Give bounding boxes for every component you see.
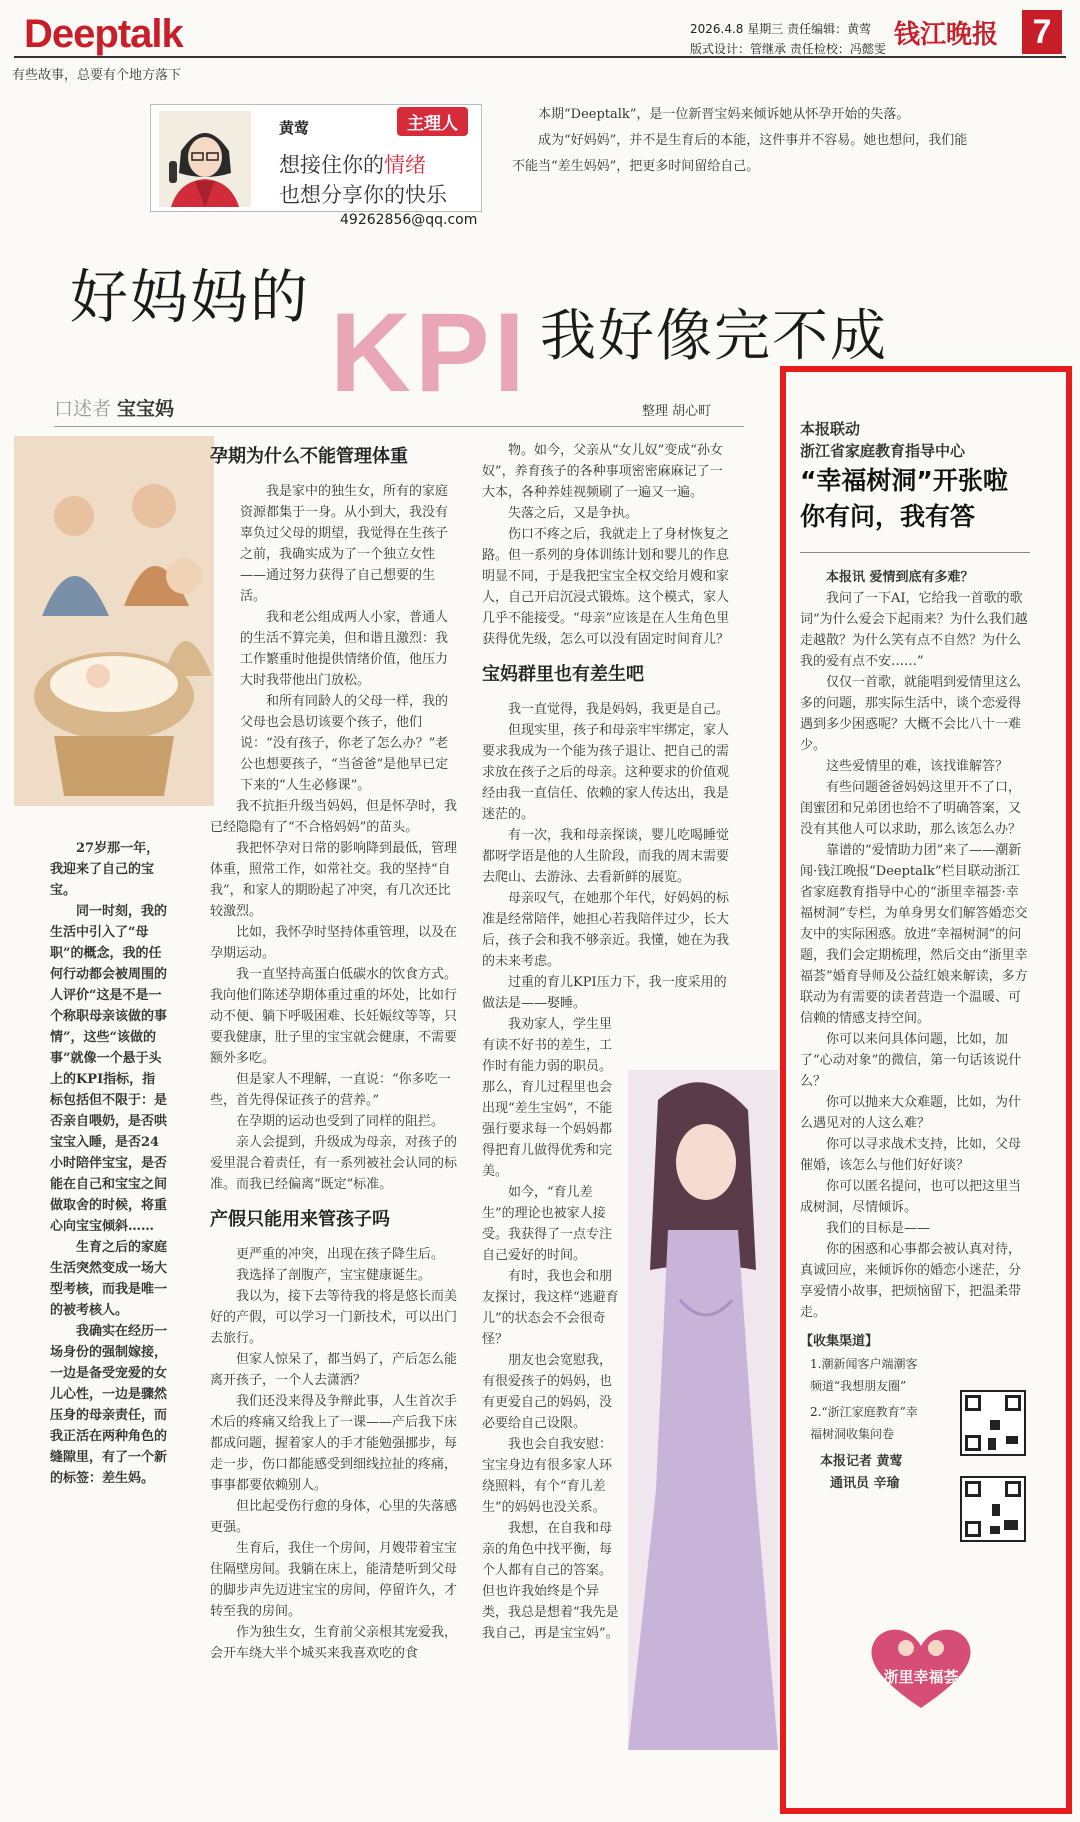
layout-credit: 版式设计：管继承 责任检校：冯懿雯 bbox=[690, 42, 886, 56]
narrator-name: 宝宝妈 bbox=[117, 398, 175, 420]
col-b-para: 生育后，我住一个房间，月嫂带着宝宝住隔壁房间。我躺在床上，能清楚听到父母的脚步声先迈进宝宝的房间，停留许久，才转至我的房间。 bbox=[210, 1541, 458, 1619]
masthead bbox=[14, 8, 1066, 58]
deeptalk-logo: Deeptalk bbox=[24, 12, 183, 56]
host-slogan-prefix: 想接住你的 bbox=[279, 153, 384, 177]
sidebar-rule bbox=[800, 552, 1030, 553]
host-card bbox=[150, 104, 482, 212]
family-with-baby-icon bbox=[14, 436, 214, 806]
sidebar-kicker-1: 本报联动 bbox=[800, 420, 861, 438]
host-slogan-line2: 也想分享你的快乐 bbox=[279, 183, 447, 207]
intro-text bbox=[512, 102, 972, 180]
collection-channels bbox=[800, 1331, 926, 1445]
col-a-para: 我确实在经历一场身份的强制嫁接，一边是备受宠爱的女儿心性，一边是骤然压身的母亲责任，而我正活在两种角色的缝隙里，有了一个新的标签：差生妈。 bbox=[50, 1324, 168, 1486]
qr-code-2[interactable] bbox=[960, 1476, 1026, 1542]
page-number: 7 bbox=[1022, 10, 1062, 54]
host-email[interactable]: 49262856@qq.com bbox=[340, 212, 478, 228]
subheading-weight: 孕期为什么不能管理体重 bbox=[210, 446, 408, 467]
channel-1[interactable]: 1.潮新闻客户端潮客频道“我想朋友圈” bbox=[810, 1357, 918, 1393]
col-c-para: 我一直觉得，我是妈妈，我更是自己。 bbox=[508, 702, 730, 717]
sidebar-para: 本报讯 爱情到底有多难？ bbox=[826, 570, 974, 585]
sidebar-para: 仅仅一首歌，就能唱到爱情里这么多的问题，那实际生活中，谈个恋爱得遇到多少困惑呢？大概不会比八十一难少。 bbox=[800, 675, 1022, 753]
correspondent-credit: 通讯员 辛瑜 bbox=[830, 1476, 900, 1491]
col-b-para: 我以为，接下去等待我的将是悠长而美好的产假，可以学习一门新技术，可以出门去旅行。 bbox=[210, 1289, 458, 1346]
reporter-credit: 本报记者 黄莺 bbox=[820, 1454, 903, 1469]
col-c-para: 母亲叹气，在她那个年代，好妈妈的标准是经常陪伴，她担心若我陪伴过少，长大后，孩子会和我不够亲近。我懂，她在为我的未来考虑。 bbox=[482, 891, 730, 969]
col-b-para: 我和老公组成两人小家，普通人的生活不算完美，但和谐且激烈：我工作繁重时他提供情绪价值，他压力大时我带他出门放松。 bbox=[240, 610, 449, 688]
sidebar-title-1: “幸福树洞”开张啦 bbox=[800, 466, 1008, 495]
sidebar-para: 我问了一下AI，它给我一首歌的歌词“为什么爱会下起雨来？为什么我们越走越散？为什么笑有点不自然？为什么我的爱有点不安……” bbox=[800, 591, 1028, 669]
subheading-maternity-leave: 产假只能用来管孩子吗 bbox=[210, 1209, 390, 1230]
col-b-para: 在孕期的运动也受到了同样的阻拦。 bbox=[236, 1114, 445, 1129]
sad-mother-icon bbox=[628, 1070, 778, 1750]
sidebar-para: 你可以寻求战术支持，比如，父母催婚，该怎么与他们好好谈？ bbox=[800, 1137, 1022, 1173]
column-a bbox=[50, 838, 168, 1489]
col-c-para: 有时，我也会和朋友探讨，我这样“逃避育儿”的状态会不会很奇怪？ bbox=[482, 1269, 619, 1347]
happiness-heart-logo bbox=[866, 1618, 976, 1710]
col-c-para: 我想，在自我和母亲的角色中找平衡，每个人都有自己的答案。但也许我始终是个异类，我总是想着“我先是我自己，再是宝宝妈”。 bbox=[482, 1521, 619, 1641]
sidebar-para: 靠谱的“爱情助力团”来了——潮新闻·钱江晚报“Deeptalk”栏目联动浙江省家庭教育指导中心的“浙里幸福荟·幸福树洞”专栏，为单身男女们解答婚恋交友中的实际困惑。放进“幸福树洞”的问题，我们会定期梳理，然后交由“浙里幸福荟”婚育导师及公益红娘来解读，多方联动为有需要的读者营造一个温暖、可信赖的情感支持空间。 bbox=[800, 843, 1028, 1026]
sidebar-title-2: 你有问，我有答 bbox=[800, 502, 976, 531]
sidebar-kicker-2: 浙江省家庭教育指导中心 bbox=[800, 442, 966, 460]
intro-para-2: 成为“好妈妈”，并不是生育后的本能，这件事并不容易。她也想问，我们能不能当“差生妈妈”，把更多时间留给自己。 bbox=[512, 133, 968, 174]
sidebar-para: 你的困惑和心事都会被认真对待，真诚回应，来倾诉你的婚恋小迷茫，分享爱情小故事，把烦恼留下，把温柔带走。 bbox=[800, 1242, 1022, 1320]
col-b-para: 和所有同龄人的父母一样，我的父母也会恳切该要个孩子，他们说：“没有孩子，你老了怎么办？”老公也想要孩子，“当爸爸”是他早已定下来的“人生必修课”。 bbox=[240, 694, 449, 793]
sidebar-para: 有些问题爸爸妈妈这里开不了口，闺蜜团和兄弟团也给不了明确答案，又没有其他人可以求助，那么该怎么办？ bbox=[800, 780, 1022, 837]
narrator-label: 口述者 bbox=[54, 398, 112, 420]
channel-2[interactable]: 2.“浙江家庭教育”幸福树洞收集问卷 bbox=[810, 1405, 918, 1441]
col-c-para: 我劝家人，学生里有读不好书的差生，工作时有能力弱的职员。那么，育儿过程里也会出现“差生宝妈”，不能强行要求每一个妈妈都得把育儿做得优秀和完美。 bbox=[482, 1017, 613, 1179]
host-name: 黄莺 bbox=[279, 119, 310, 137]
headline-left: 好妈妈的 bbox=[70, 263, 311, 331]
col-c-para: 过重的育儿KPI压力下，我一度采用的做法是——娶睡。 bbox=[482, 975, 727, 1011]
intro-para-1: 本期“Deeptalk”，是一位新晋宝妈来倾诉她从怀孕开始的失落。 bbox=[538, 107, 910, 122]
col-b-para: 作为独生女，生育前父亲根其宠爱我，会开车绕大半个城买来我喜欢吃的食 bbox=[210, 1625, 458, 1661]
col-a-para: 生育之后的家庭生活突然变成一场大型考核，而我是唯一的被考核人。 bbox=[50, 1240, 168, 1318]
col-b-para: 但比起受伤行愈的身体，心里的失落感更强。 bbox=[210, 1499, 458, 1535]
col-b-para: 比如，我怀孕时坚持体重管理，以及在孕期运动。 bbox=[210, 925, 458, 961]
editor-credit: 整理 胡心町 bbox=[642, 404, 712, 419]
col-b-para: 我是家中的独生女，所有的家庭资源都集于一身。从小到大，我没有辜负过父母的期望，我觉得在生孩子之前，我确实成为了一个独立女性——通过努力获得了自己想要的生活。 bbox=[240, 484, 449, 604]
col-b-para: 但是家人不理解，一直说：“你多吃一些，首先得保证孩子的营养。” bbox=[210, 1072, 451, 1108]
col-b-para: 我们还没来得及争辩此事，人生首次手术后的疼痛又给我上了一课——产后我下床都成问题，握着家人的手才能勉强挪步，每走一步，伤口都能感受到细线拉扯的疼痛，事事都要依赖别人。 bbox=[210, 1394, 458, 1493]
narrator-line bbox=[54, 394, 174, 421]
col-b-para: 但家人惊呆了，都当妈了，产后怎么能离开孩子，一个人去潇洒？ bbox=[210, 1352, 458, 1388]
qr-code-1[interactable] bbox=[960, 1390, 1026, 1456]
subheading-bad-student-mom: 宝妈群里也有差生吧 bbox=[482, 664, 644, 685]
byline-rule bbox=[54, 426, 744, 427]
col-b-para: 亲人会提到，升级成为母亲，对孩子的爱里混合着责任，有一系列被社会认同的标准。而我已经偏离“既定”标准。 bbox=[210, 1135, 458, 1192]
host-portrait-icon bbox=[159, 111, 251, 207]
col-c-para: 物。如今，父亲从“女儿奴”变成“孙女奴”，养育孩子的各种事项密密麻麻记了一大本，各种养娃视频刷了一遍又一遍。 bbox=[482, 443, 723, 500]
brand-label: 浙里幸福荟 bbox=[883, 1668, 959, 1686]
col-b-para: 更严重的冲突，出现在孩子降生后。 bbox=[236, 1247, 445, 1262]
col-b-para: 我一直坚持高蛋白低碳水的饮食方式。我向他们陈述孕期体重过重的坏处，比如行动不便、躺下呼吸困难、长妊娠纹等等，只要我健康，肚子里的宝宝就会健康，不需要额外多吃。 bbox=[210, 967, 458, 1066]
dateline: 2026.4.8 星期三 责任编辑：黄莺 bbox=[690, 22, 872, 36]
col-c-para: 朋友也会宽慰我，有很爱孩子的妈妈，也有更爱自己的妈妈，没必要给自己设限。 bbox=[482, 1353, 613, 1431]
mother-illustration bbox=[628, 1070, 778, 1750]
sidebar-para: 你可以匿名提问，也可以把这里当成树洞，尽情倾诉。 bbox=[800, 1179, 1022, 1215]
col-c-para: 失落之后，又是争执。 bbox=[508, 506, 639, 521]
host-slogan-highlight: 情绪 bbox=[384, 153, 426, 177]
col-b-para: 我选择了剖腹产，宝宝健康诞生。 bbox=[236, 1268, 432, 1283]
host-avatar bbox=[159, 111, 251, 207]
sidebar-para: 你可以来问具体问题，比如，加了“心动对象”的微信，第一句话该说什么？ bbox=[800, 1032, 1022, 1089]
col-c-para: 但现实里，孩子和母亲牢牢绑定，家人要求我成为一个能为孩子退让、把自己的需求放在孩子之后的母亲。这种要求的价值观经由我一直信任、依赖的家人传达出，我是迷茫的。 bbox=[482, 723, 730, 822]
col-c-para: 我也会自我安慰：宝宝身边有很多家人环绕照料，有个“育儿差生”的妈妈也没关系。 bbox=[482, 1437, 613, 1515]
sidebar-article bbox=[800, 418, 1030, 1495]
col-b-section-1 bbox=[210, 481, 460, 796]
column-b bbox=[210, 440, 460, 1664]
col-b-para: 我不抗拒升级当妈妈，但是怀孕时，我已经隐隐有了“不合格妈妈”的苗头。 bbox=[210, 799, 458, 835]
family-illustration bbox=[14, 436, 214, 806]
host-badge: 主理人 bbox=[397, 107, 468, 136]
host-slogan-line1 bbox=[279, 149, 426, 179]
col-c-para: 伤口不疼之后，我就走上了身材恢复之路。但一系列的身体训练计划和婴儿的作息明显不同，于是我把宝宝全权交给月嫂和家人，自己开启沉浸式锻炼。这个模式，家人几乎不能接受。“母亲”应该是在人生角色里获得优先级，怎么可以没有固定时间育儿？ bbox=[482, 527, 730, 647]
col-a-para: 同一时刻，我的生活中引入了“母职”的概念，我的任何行动都会被周围的人评价“这是不是一个称职母亲该做的事情”，这些“该做的事”就像一个悬于头上的KPI指标，指标包括但不限于：是否亲自喂奶，是否哄宝宝入睡，是否24小时陪伴宝宝，是否能在自己和宝宝之间做取舍的时候，将重心向宝宝倾斜…… bbox=[50, 904, 168, 1234]
col-c-para: 如今，“育儿差生”的理论也被家人接受。我获得了一点专注自己爱好的时间。 bbox=[482, 1185, 613, 1263]
col-c-para: 有一次，我和母亲探谈，婴儿吃喝睡觉都呀学语是他的人生阶段，而我的周末需要去爬山、去游泳、去看新鲜的展览。 bbox=[482, 828, 730, 885]
col-a-para: 27岁那一年，我迎来了自己的宝宝。 bbox=[50, 841, 160, 898]
sidebar-para: 我们的目标是—— bbox=[826, 1221, 931, 1236]
col-b-para: 我把怀孕对日常的影响降到最低，管理体重，照常工作，如常社交。我的坚持“自我”，和家人的期盼起了冲突，有几次还比较激烈。 bbox=[210, 841, 458, 919]
headline-right: 我好像完不成 bbox=[540, 304, 888, 369]
channels-title: 【收集渠道】 bbox=[800, 1334, 879, 1349]
headline-kpi: KPI bbox=[330, 290, 529, 415]
sidebar-para: 你可以抛来大众难题，比如，为什么遇见对的人这么难？ bbox=[800, 1095, 1022, 1131]
tagline: 有些故事，总要有个地方落下 bbox=[12, 68, 182, 83]
col-c-wrap bbox=[482, 1014, 622, 1644]
paper-name: 钱江晚报 bbox=[894, 20, 999, 50]
sidebar-para: 这些爱情里的难，该找谁解答？ bbox=[826, 759, 1009, 774]
